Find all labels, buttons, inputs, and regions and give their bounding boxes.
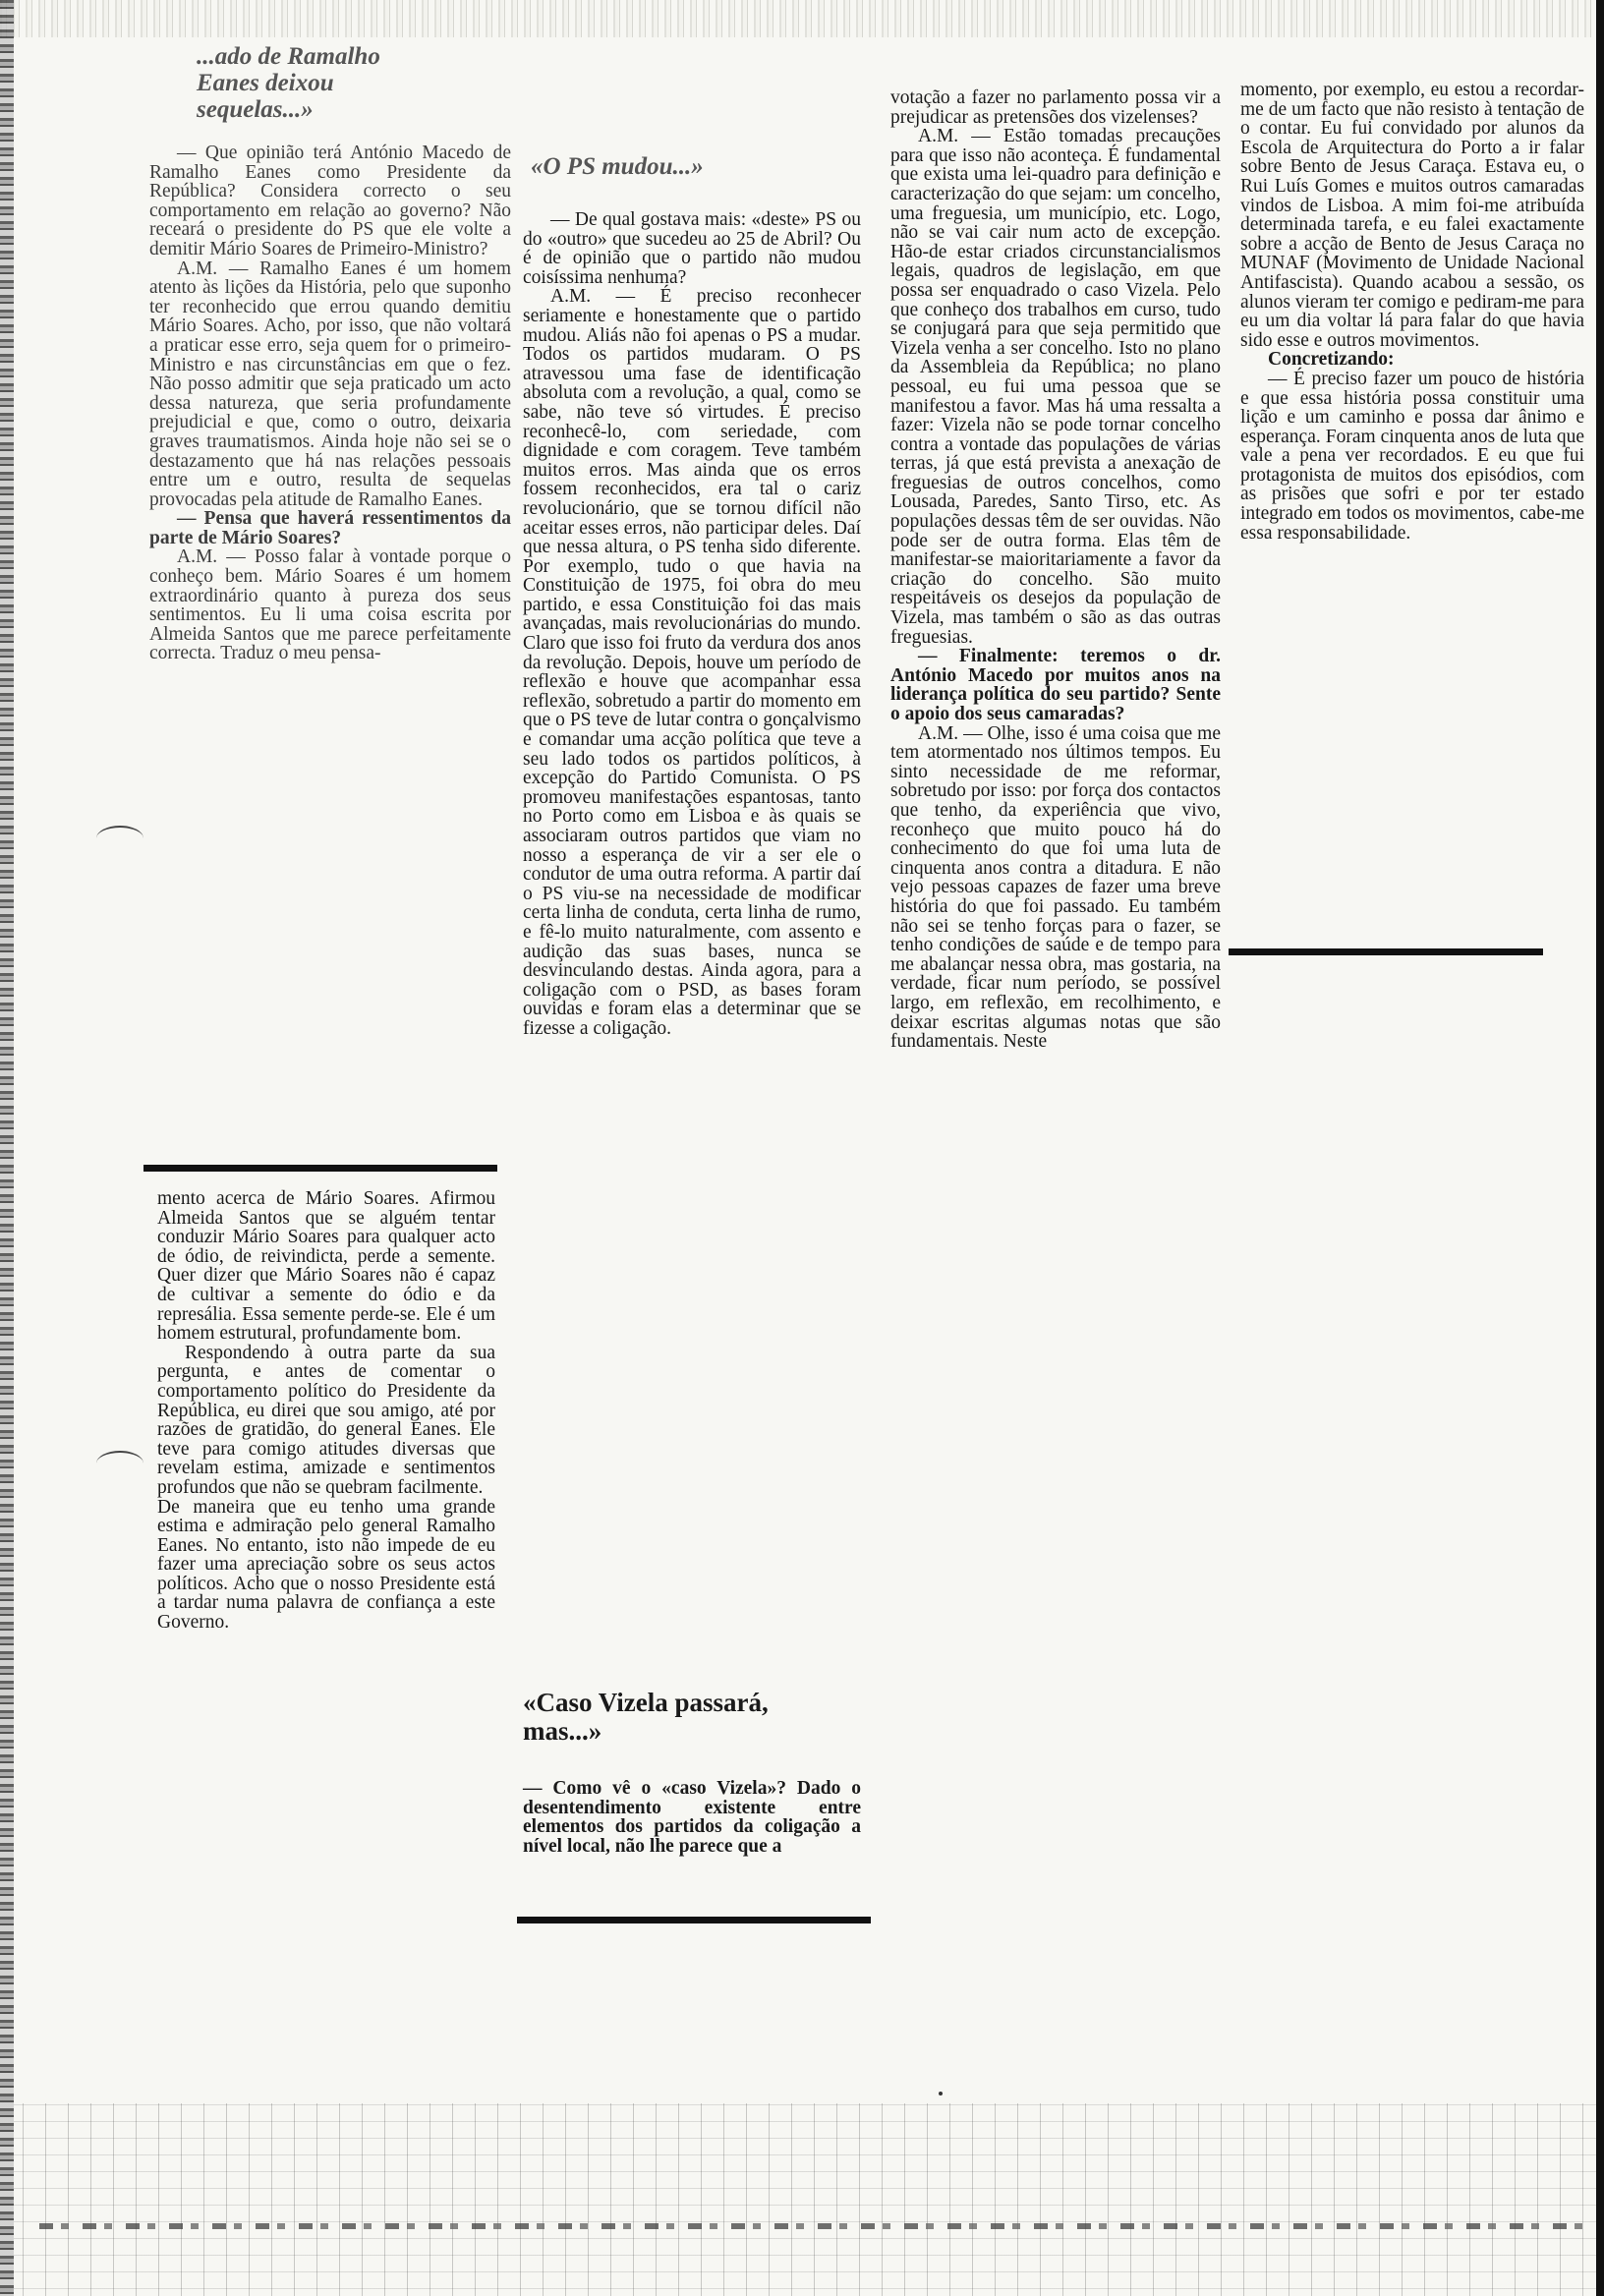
column-1-top: [149, 144, 511, 663]
paragraph: mento acerca de Mário Soares. Afirmou Almeida Santos que se alguém tentar conduzir Mário Soares para qualquer acto de ódio, de reivindicta, perde a semente. Quer dizer que Mário Soares não é capaz de cultivar a semente do ódio e da represália. Essa semente perde-se. Ele é um homem estrutural, profundamente bom.: [157, 1188, 495, 1345]
column-rule: [1229, 948, 1543, 955]
scan-mark: [96, 1451, 143, 1476]
paragraph: — Pensa que haverá ressentimentos da parte de Mário Soares?: [149, 508, 511, 548]
scan-mark: [96, 826, 143, 851]
scan-speck: [939, 2092, 943, 2095]
column-3: [890, 88, 1221, 1052]
scan-edge-right: [1596, 0, 1604, 2296]
paragraph: momento, por exemplo, eu estou a recordar-me de um facto que não resisto à tentação de o contar. Eu fui convidado por alunos da Escola de Arquitectura do Porto a ir falar sobre Bento de Jesus Caraça. Estava eu, o Rui Luís Gomes e muitos outros camaradas vindos de Lisboa. A mim foi-me atribuída determinada tarefa, e eu falei exactamente sobre a acção de Bento de Jesus Caraça no MUNAF (Movimento de Unidade Nacional Antifascista). Quando acabou a sessão, os alunos vieram ter comigo e pediram-me para eu um dia voltar lá para falar do que havia sido esse e outros movimentos.: [1240, 80, 1584, 351]
column-rule: [517, 1917, 871, 1923]
paragraph: A.M. — Ramalho Eanes é um homem atento às lições da História, pelo que suponho ter reconhecido que errou quando demitiu Mário Soares. Acho, por isso, que não voltará a praticar esse erro, seja quem for o primeiro-Ministro e nas circunstâncias em que o fez. Não posso admitir que seja praticado um acto dessa natureza, que seria profundamente prejudicial e que, como o outro, deixaria graves traumatismos. Ainda hoje não sei se o destazamento que há nas relações pessoais entre um e outro, resulta de sequelas provocadas pela atitude de Ramalho Eanes.: [149, 258, 511, 510]
paragraph: A.M. — Estão tomadas precauções para que isso não aconteça. É fundamental que exista uma lei-quadro para definição e caracterização do que sejam: um concelho, uma freguesia, um município, etc. Logo, não se vai cair num acto de excepção. Hão-de estar criados circunstancialismos legais, quadros de legislação, em que possa ser enquadrado o caso Vizela. Pelo que conheço dos trabalhos em curso, tudo se conjugará para que seja permitido que Vizela venha a ser concelho. Isto no plano da Assembleia da República; no plano pessoal, eu fui uma pessoa que se manifestou a favor. Mas há uma ressalta a fazer: Vizela não se pode tornar concelho contra a vontade das populações de várias terras, já que está prevista a anexação de freguesias de outros concelhos, como Lousada, Paredes, Santo Tirso, etc. As populações dessas têm de ser ouvidas. Não pode ser de outra forma. Elas têm de manifestar-se maioritariamente a favor da criação do concelho. São muito respeitáveis os desejos da população de Vizela, mas também o são as das outras freguesias.: [890, 126, 1221, 648]
paragraph: A.M. — Posso falar à vontade porque o conheço bem. Mário Soares é um homem extraordinário quanto à pureza dos seus sentimentos. Eu li uma coisa escrita por Almeida Santos que me parece perfeitamente correcta. Traduz o meu pensa-: [149, 546, 511, 664]
paragraph: Respondendo à outra parte da sua pergunta, e antes de comentar o comportamento político do Presidente da República, eu direi que sou amigo, até por razões de gratidão, do general Eanes. Ele teve para comigo atitudes diversas que revelam estima, amizade e sentimentos profundos que não se quebram facilmente.: [157, 1342, 495, 1498]
section-heading-ps: «O PS mudou...»: [531, 153, 704, 180]
subheading-vizela: «Caso Vizela passará, mas...»: [523, 1688, 769, 1746]
intro-line: Eanes deixou: [197, 70, 334, 96]
paragraph: A.M. — É preciso reconhecer seriamente e honestamente que o partido mudou. Aliás não foi apenas o PS a mudar. Todos os partidos mudaram. O PS atravessou uma fase de identificação absoluta com a revolução, a qual, como se sabe, não teve só virtudes. É preciso reconhecê-lo, com seriedade, com dignidade e com coragem. Teve também muitos erros. Mas ainda que os erros fossem reconhecidos, era tal o cariz revolucionário, que se tornou difícil não aceitar esses erros, não participar deles. Daí que nessa altura, o PS tenha sido diferente. Por exemplo, tudo o que havia na Constituição de 1975, foi obra do meu partido, e essa Constituição foi das mais avançadas, mais revolucionárias do mundo. Claro que isso foi fruto da verdura dos anos da revolução. Depois, houve um período de reflexão e houve que acompanhar essa reflexão, sobretudo a partir do momento em que o PS teve de lutar contra o gonçalvismo e comandar uma acção política que teve a seu lado todos os partidos políticos, à excepção do Partido Comunista. O PS promoveu manifestações espantosas, tanto no Porto como em Lisboa e às quais se associaram outros partidos que viam no nosso a esperança de vir a ser ele o condutor de uma outra reforma. A partir daí o PS viu-se na necessidade de modificar certa linha de conduta, certa linha de rumo, e fê-lo muito naturalmente, com assento e audição das suas bases, nunca se desvinculando destas. Ainda agora, para a coligação com o PSD, as bases foram ouvidas e foram elas a determinar que se fizesse a coligação.: [523, 286, 861, 1039]
scan-noise-bottom: [14, 2103, 1596, 2296]
intro-line: ...ado de Ramalho: [197, 43, 380, 70]
column-4: [1240, 81, 1584, 543]
paragraph: — Que opinião terá António Macedo de Ramalho Eanes como Presidente da República? Considera correcto o seu comportamento em relação ao governo? Não receará o presidente do PS que ele volte a demitir Mário Soares de Primeiro-Ministro?: [149, 143, 511, 259]
paragraph: — De qual gostava mais: «deste» PS ou do «outro» que sucedeu ao 25 de Abril? Ou é de opinião que o partido não mudou coisíssima nenhuma?: [523, 209, 861, 288]
column-1-bottom: [157, 1189, 495, 1633]
scan-noise-line: [39, 2223, 1582, 2229]
question-vizela: — Como vê o «caso Vizela»? Dado o desentendimento existente entre elementos dos partidos da coligação a nível local, não lhe parece que a: [523, 1778, 861, 1857]
paragraph: votação a fazer no parlamento possa vir a prejudicar as pretensões dos vizelenses?: [890, 87, 1221, 128]
paragraph: De maneira que eu tenho uma grande estima e admiração pelo general Ramalho Eanes. No entanto, isto não impede de eu fazer uma apreciação sobre os seus actos políticos. Acho que o nosso Presidente está a tardar numa palavra de confiança a este Governo.: [157, 1496, 495, 1634]
intro-fragment: [197, 43, 491, 123]
paragraph: — É preciso fazer um pouco de história e que essa história possa constituir uma lição e um caminho e possa dar ânimo e esperança. Foram cinquenta anos de luta que vale a pena ver recordados. E eu que fui protagonista de muitos dos episódios, com as prisões que sofri e por ter estado integrado em todos os movimentos, cabe-me essa responsabilidade.: [1240, 368, 1584, 544]
paragraph: — Finalmente: teremos o dr. António Macedo por muitos anos na liderança política do seu partido? Sente o apoio dos seus camaradas?: [890, 646, 1221, 724]
paragraph: A.M. — Olhe, isso é uma coisa que me tem atormentado nos últimos tempos. Eu sinto necessidade de me reformar, sobretudo por isso: por força dos contactos que tenho, da experiência que vivo, reconheço que muito pouco há do conhecimento do que foi uma luta de cinquenta anos contra a ditadura. E não vejo pessoas capazes de fazer uma breve história do que foi passado. Eu também não sei se tenho forças para o fazer, se tenho condições de saúde e de tempo para me abalançar nessa obra, mas gostaria, na verdade, ficar num período, se possível largo, em reflexão, em recolhimento, e deixar escritas algumas notas que são fundamentais. Neste: [890, 722, 1221, 1053]
paragraph: Concretizando:: [1268, 349, 1395, 371]
scan-edge-left: [0, 0, 14, 2296]
column-rule: [143, 1165, 497, 1172]
scan-noise-top: [0, 0, 1604, 37]
intro-line: sequelas...»: [197, 96, 314, 123]
column-2: [523, 210, 861, 1039]
